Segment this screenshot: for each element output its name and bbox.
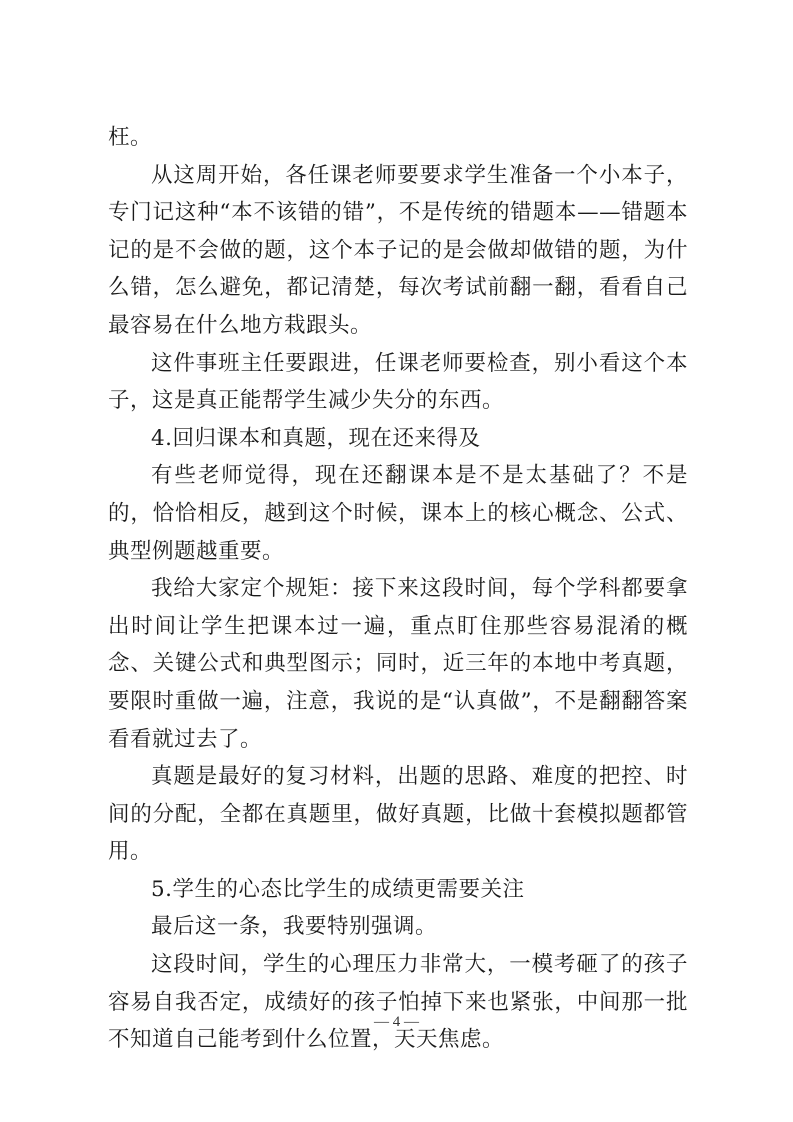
paragraph-follow-up: 这件事班主任要跟进，任课老师要检查，别小看这个本子，这是真正能帮学生减少失分的东西。 bbox=[108, 350, 688, 414]
paragraph-review-rules: 我给大家定个规矩：接下来这段时间，每个学科都要拿出时间让学生把课本过一遍，重点盯住那些容易混淆的概念、关键公式和典型图示；同时，近三年的本地中考真题，要限时重做一遍，注意，我说的是“认真做”，不是翻翻答案看看就过去了。 bbox=[108, 576, 688, 752]
paragraph-real-exams: 真题是最好的复习材料，出题的思路、难度的把控、时间的分配，全都在真题里，做好真题，比做十套模拟题都管用。 bbox=[108, 764, 688, 865]
section-heading-5: 5.学生的心态比学生的成绩更需要关注 bbox=[151, 876, 525, 902]
paragraph-textbook-basics: 有些老师觉得，现在还翻课本是不是太基础了？不是的，恰恰相反，越到这个时候，课本上的核心概念、公式、典型例题越重要。 bbox=[108, 463, 688, 564]
paragraph-student-pressure: 这段时间，学生的心理压力非常大，一模考砸了的孩子容易自我否定，成绩好的孩子怕掉下来也紧张，中间那一批不知道自己能考到什么位置，天天焦虑。 bbox=[108, 952, 688, 1053]
paragraph-emphasis: 最后这一条，我要特别强调。 bbox=[151, 914, 438, 940]
paragraph-continuation: 枉。 bbox=[108, 125, 153, 150]
document-body bbox=[108, 119, 688, 1059]
paragraph-error-notebook: 从这周开始，各任课老师要要求学生准备一个小本子，专门记这种“本不该错的错”，不是传统的错题本——错题本记的是不会做的题，这个本子记的是会做却做错的题，为什么错，怎么避免，都记清楚，每次考试前翻一翻，看看自己最容易在什么地方栽跟头。 bbox=[108, 162, 688, 338]
section-heading-4: 4.回归课本和真题，现在还来得及 bbox=[151, 425, 481, 451]
page-number: — 4 — bbox=[374, 1014, 419, 1030]
